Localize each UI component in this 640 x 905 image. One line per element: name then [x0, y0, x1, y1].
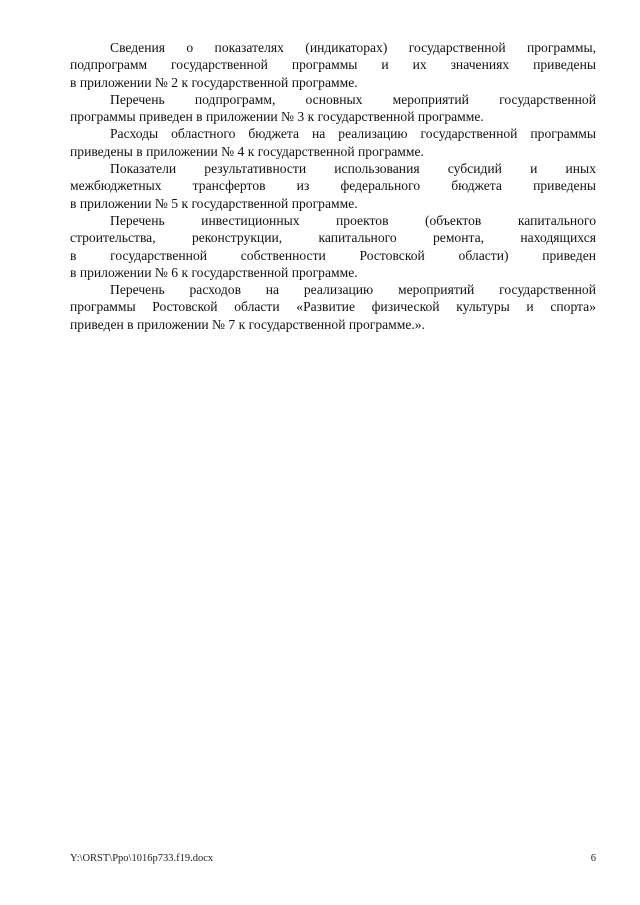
- text-line: Показатели результативности использования субсидий и иных: [110, 161, 596, 177]
- text-line: Перечень инвестиционных проектов (объектов капитального: [110, 212, 596, 228]
- text-line: Расходы областного бюджета на реализацию государственной программы: [110, 126, 596, 142]
- text-line: в приложении № 6 к государственной программе.: [70, 264, 358, 280]
- text-line: приведены в приложении № 4 к государственной программе.: [70, 143, 424, 159]
- text-line: приведен в приложении № 7 к государственной программе.».: [70, 316, 425, 332]
- text-line: Перечень подпрограмм, основных мероприятий государственной: [110, 91, 596, 107]
- text-line: Сведения о показателях (индикаторах) государственной программы,: [110, 40, 596, 55]
- text-line: строительства, реконструкции, капитального ремонта, находящихся: [70, 230, 596, 246]
- page-number: 6: [590, 853, 596, 864]
- text-line: в приложении № 2 к государственной программе.: [70, 74, 358, 90]
- text-line: программы приведен в приложении № 3 к государственной программе.: [70, 109, 484, 125]
- paragraph-activity-expenses: [70, 281, 596, 333]
- footer-file-path: Y:\ORST\Ppo\1016p733.f19.docx: [70, 853, 214, 864]
- text-line: межбюджетных трансфертов из федерального бюджета приведены: [70, 178, 596, 194]
- paragraph-indicators: [70, 39, 596, 91]
- document-body: [70, 39, 596, 333]
- paragraph-investment-projects: [70, 212, 596, 281]
- text-line: программы Ростовской области «Развитие физической культуры и спорта»: [70, 299, 596, 315]
- paragraph-subprograms: [70, 91, 596, 126]
- text-line: в государственной собственности Ростовской области) приведен: [70, 247, 596, 263]
- text-line: в приложении № 5 к государственной программе.: [70, 195, 358, 211]
- paragraph-budget-expenses: [70, 125, 596, 160]
- text-line: Перечень расходов на реализацию мероприятий государственной: [110, 282, 596, 298]
- paragraph-subsidies: [70, 160, 596, 212]
- text-line: подпрограмм государственной программы и их значениях приведены: [70, 57, 596, 73]
